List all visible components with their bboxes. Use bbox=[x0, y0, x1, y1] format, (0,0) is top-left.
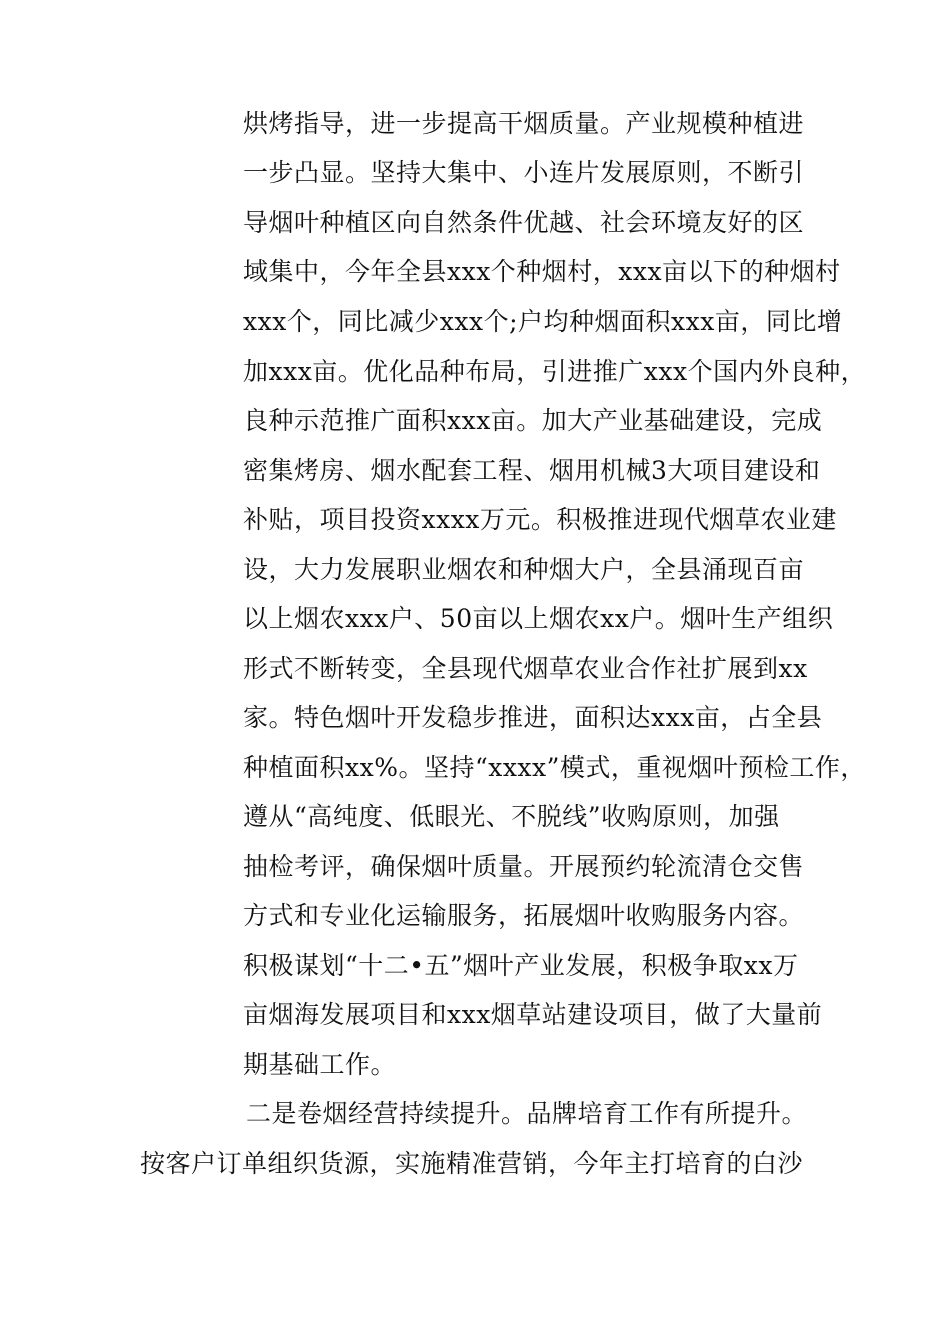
text-line: 抽检考评，确保烟叶质量。开展预约轮流清仓交售 bbox=[243, 852, 805, 881]
text-line: 补贴，项目投资xxxx万元。积极推进现代烟草农业建 bbox=[243, 505, 837, 534]
text-line: 按客户订单组织货源，实施精准营销，今年主打培育的白沙 bbox=[140, 1149, 804, 1178]
paragraph-start-line: 二是卷烟经营持续提升。品牌培育工作有所提升。 bbox=[246, 1099, 808, 1128]
text-line: 遵从“高纯度、低眼光、不脱线”收购原则，加强 bbox=[243, 802, 780, 831]
text-line: 一步凸显。坚持大集中、小连片发展原则，不断引 bbox=[243, 158, 805, 187]
text-line: 家。特色烟叶开发稳步推进，面积达xxx亩，占全县 bbox=[243, 703, 823, 732]
text-line: 形式不断转变，全县现代烟草农业合作社扩展到xx bbox=[243, 654, 808, 683]
text-line: 方式和专业化运输服务，拓展烟叶收购服务内容。 bbox=[243, 901, 805, 930]
text-line: 设，大力发展职业烟农和种烟大户，全县涌现百亩 bbox=[243, 555, 805, 584]
text-line: 积极谋划“十二•五”烟叶产业发展，积极争取xx万 bbox=[243, 951, 799, 980]
text-line: 良种示范推广面积xxx亩。加大产业基础建设，完成 bbox=[243, 406, 823, 435]
text-line: 以上烟农xxx户、50亩以上烟农xx户。烟叶生产组织 bbox=[243, 604, 834, 633]
text-line: 亩烟海发展项目和xxx烟草站建设项目，做了大量前 bbox=[243, 1000, 823, 1029]
text-line: 密集烤房、烟水配套工程、烟用机械3大项目建设和 bbox=[243, 456, 821, 485]
text-line: 导烟叶种植区向自然条件优越、社会环境友好的区 bbox=[243, 208, 805, 237]
text-line: 种植面积xx%。坚持“xxxx”模式，重视烟叶预检工作， bbox=[243, 753, 866, 782]
text-line: 加xxx亩。优化品种布局，引进推广xxx个国内外良种， bbox=[243, 357, 867, 386]
text-line: 域集中，今年全县xxx个种烟村，xxx亩以下的种烟村 bbox=[243, 257, 841, 286]
text-line: 期基础工作。 bbox=[243, 1050, 397, 1079]
text-line: xxx个，同比减少xxx个;户均种烟面积xxx亩，同比增 bbox=[243, 307, 843, 336]
text-line: 烘烤指导，进一步提高干烟质量。产业规模种植进 bbox=[243, 109, 805, 138]
